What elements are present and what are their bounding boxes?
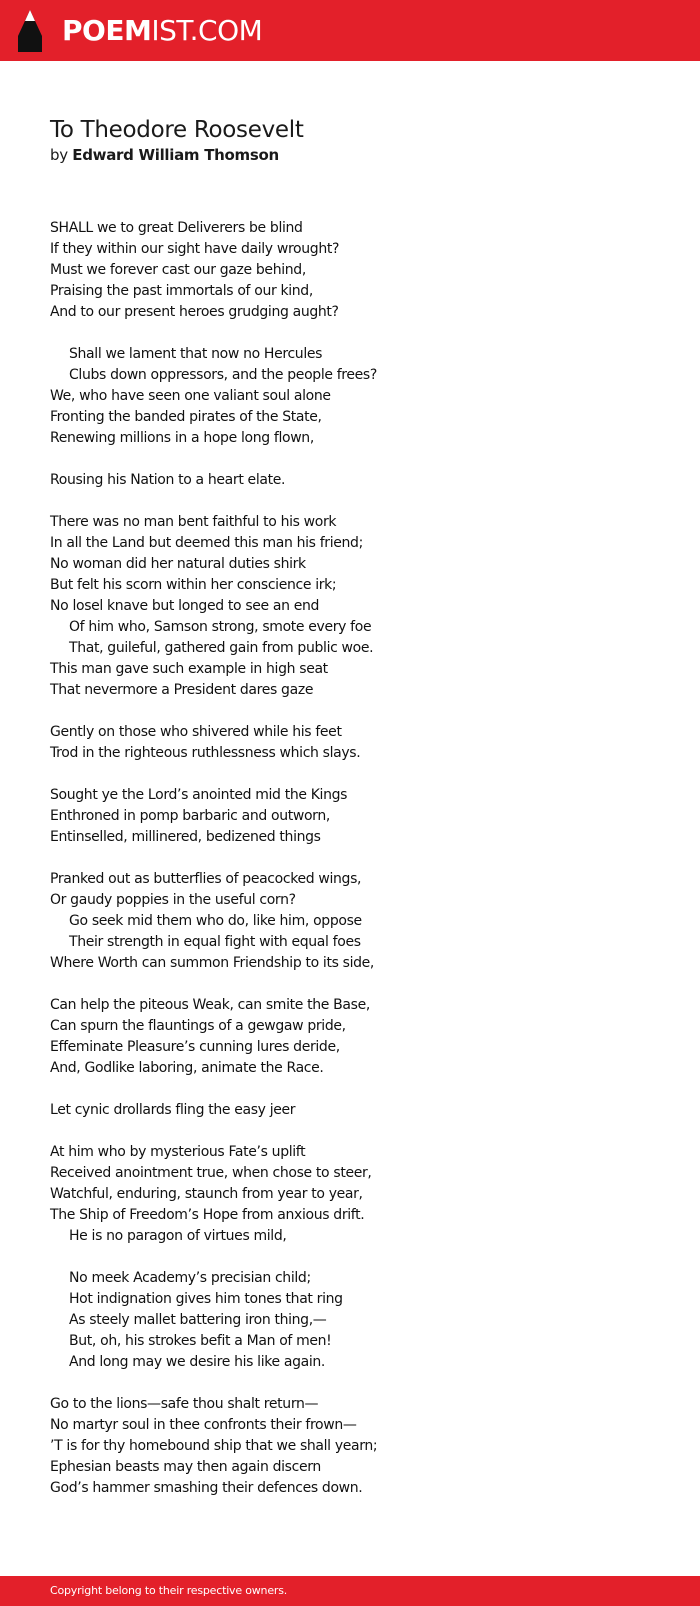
poem-line: No woman did her natural duties shirk <box>50 556 306 572</box>
site-footer <box>0 1576 700 1606</box>
poem-line: Can spurn the flauntings of a gewgaw pride, <box>50 1018 346 1034</box>
poem-line: But felt his scorn within her conscience irk; <box>50 577 337 593</box>
poem-line: God’s hammer smashing their defences down. <box>50 1480 363 1496</box>
poem-heading <box>50 115 304 165</box>
poem-stanza <box>50 995 650 1079</box>
poem-line: This man gave such example in high seat <box>50 661 328 677</box>
poem-line: Of him who, Samson strong, smote every foe <box>69 619 372 635</box>
site-header <box>0 0 700 61</box>
poem-line: Watchful, enduring, staunch from year to year, <box>50 1186 363 1202</box>
poem-line: Gently on those who shivered while his feet <box>50 724 342 740</box>
logo-text-light: IST.COM <box>151 14 263 47</box>
poem-body <box>50 218 650 1520</box>
poem-line: At him who by mysterious Fate’s uplift <box>50 1144 306 1160</box>
pencil-tip-icon <box>18 10 42 52</box>
poem-line: ’T is for thy homebound ship that we shall yearn; <box>50 1438 378 1454</box>
site-logo[interactable] <box>18 10 262 52</box>
poem-line: Praising the past immortals of our kind, <box>50 283 313 299</box>
poem-line: No meek Academy’s precisian child; <box>69 1270 311 1286</box>
poem-line: Go to the lions—safe thou shalt return— <box>50 1396 319 1412</box>
poem-stanza <box>50 470 650 491</box>
poem-line: Or gaudy poppies in the useful corn? <box>50 892 296 908</box>
poem-line: Renewing millions in a hope long flown, <box>50 430 314 446</box>
copyright-notice: Copyright belong to their respective owners. <box>50 1584 288 1597</box>
poem-stanza <box>50 869 650 974</box>
byline-label: by <box>50 146 68 164</box>
poem-line: Can help the piteous Weak, can smite the Base, <box>50 997 370 1013</box>
logo-text-strong: POEM <box>62 14 152 47</box>
poem-line: Entinselled, millinered, bedizened things <box>50 829 321 845</box>
poem-line: And, Godlike laboring, animate the Race. <box>50 1060 324 1076</box>
poem-stanza <box>50 1100 650 1121</box>
poem-line: There was no man bent faithful to his work <box>50 514 337 530</box>
poem-stanza <box>50 1142 650 1247</box>
poem-line: And long may we desire his like again. <box>69 1354 326 1370</box>
poem-line: No martyr soul in thee confronts their frown— <box>50 1417 357 1433</box>
poem-line: He is no paragon of virtues mild, <box>69 1228 287 1244</box>
poem-line: Go seek mid them who do, like him, oppose <box>69 913 362 929</box>
poem-byline <box>50 145 304 165</box>
poem-line: Rousing his Nation to a heart elate. <box>50 472 286 488</box>
poem-line: Sought ye the Lord’s anointed mid the Kings <box>50 787 348 803</box>
poem-line: Pranked out as butterflies of peacocked wings, <box>50 871 362 887</box>
poem-line: Let cynic drollards fling the easy jeer <box>50 1102 296 1118</box>
poem-line: That nevermore a President dares gaze <box>50 682 314 698</box>
poem-stanza <box>50 1268 650 1373</box>
poem-line: And to our present heroes grudging aught? <box>50 304 339 320</box>
poem-line: SHALL we to great Deliverers be blind <box>50 220 303 236</box>
poem-line: Their strength in equal fight with equal foes <box>69 934 361 950</box>
poem-line: Ephesian beasts may then again discern <box>50 1459 321 1475</box>
poem-line: Must we forever cast our gaze behind, <box>50 262 306 278</box>
poem-line: Hot indignation gives him tones that ring <box>69 1291 343 1307</box>
poem-line: If they within our sight have daily wrought? <box>50 241 340 257</box>
poem-line: Effeminate Pleasure’s cunning lures deride, <box>50 1039 340 1055</box>
poem-line: In all the Land but deemed this man his friend; <box>50 535 363 551</box>
poem-line: Received anointment true, when chose to steer, <box>50 1165 372 1181</box>
poem-line: But, oh, his strokes befit a Man of men! <box>69 1333 332 1349</box>
poem-line: Shall we lament that now no Hercules <box>69 346 323 362</box>
site-logo-text <box>62 10 262 52</box>
poem-author-link[interactable]: Edward William Thomson <box>72 146 279 164</box>
poem-line: Clubs down oppressors, and the people frees? <box>69 367 377 383</box>
poem-line: As steely mallet battering iron thing,— <box>69 1312 327 1328</box>
poem-line: The Ship of Freedom’s Hope from anxious drift. <box>50 1207 365 1223</box>
poem-title: To Theodore Roosevelt <box>50 117 304 143</box>
poem-line: Enthroned in pomp barbaric and outworn, <box>50 808 330 824</box>
poem-line: We, who have seen one valiant soul alone <box>50 388 331 404</box>
poem-line: That, guileful, gathered gain from public woe. <box>69 640 374 656</box>
poem-stanza <box>50 218 650 323</box>
poem-stanza <box>50 785 650 848</box>
poem-stanza <box>50 512 650 701</box>
poem-stanza <box>50 722 650 764</box>
poem-stanza <box>50 344 650 449</box>
poem-line: No losel knave but longed to see an end <box>50 598 320 614</box>
poem-stanza <box>50 1394 650 1499</box>
poem-line: Trod in the righteous ruthlessness which slays. <box>50 745 361 761</box>
poem-line: Where Worth can summon Friendship to its side, <box>50 955 375 971</box>
poem-line: Fronting the banded pirates of the State, <box>50 409 322 425</box>
